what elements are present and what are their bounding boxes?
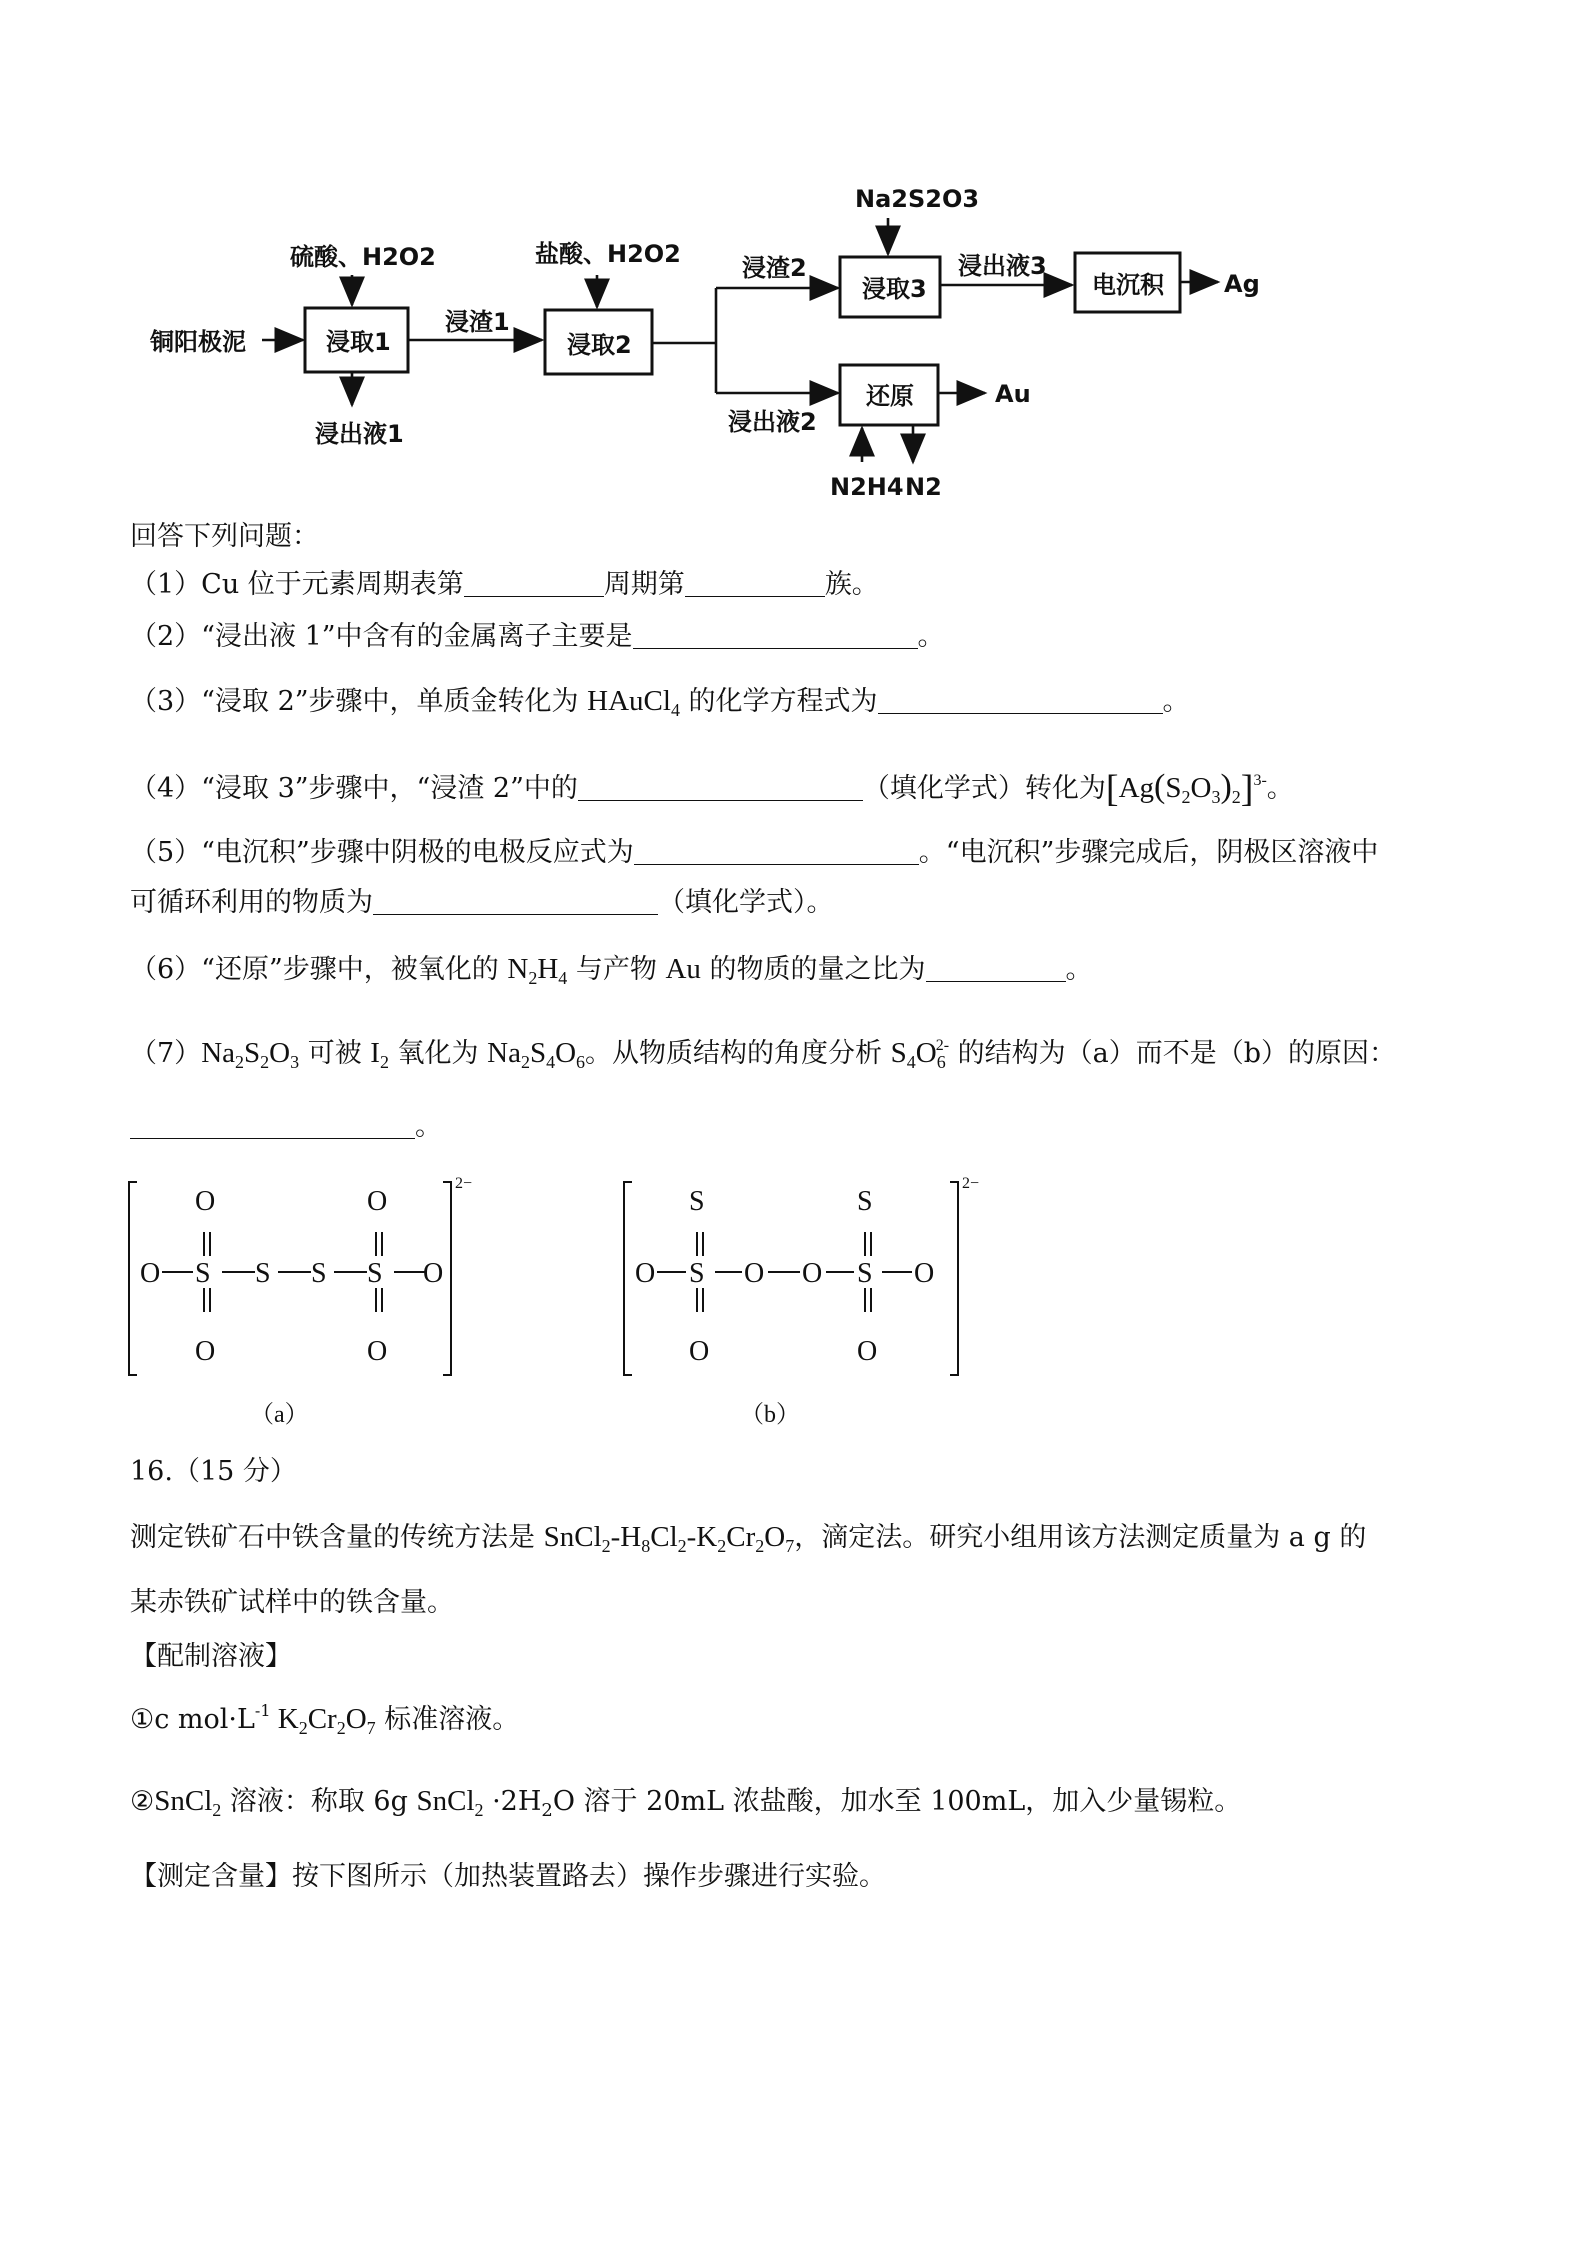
atom-s: S — [195, 1258, 211, 1289]
answer-blank[interactable] — [578, 774, 863, 801]
flow-leachate2: 浸出液2 — [728, 408, 817, 436]
answer-blank[interactable] — [130, 1112, 415, 1139]
flow-residue1: 浸渣1 — [445, 308, 510, 336]
atom-s: S — [367, 1258, 383, 1289]
atom-o: O — [423, 1258, 444, 1289]
flow-reductant: N2H4 — [830, 473, 904, 501]
questions-intro: 回答下列问题： — [130, 521, 319, 552]
answer-blank[interactable] — [926, 955, 1066, 982]
flow-product-au: Au — [995, 380, 1031, 408]
atom-o: O — [857, 1336, 878, 1367]
method-formula: $SnCl_2-H_8Cl_2-K_2Cr_2O_7$ — [543, 1521, 795, 1556]
answer-blank[interactable] — [878, 687, 1163, 714]
flow-leach1-out: 浸出液1 — [315, 420, 404, 448]
question-3: （3）“浸取 2”步骤中，单质金转化为 HAuCl$_4$ 的化学方程式为 。 — [130, 685, 1190, 720]
answer-blank[interactable] — [464, 570, 604, 597]
question-2: （2）“浸出液 1”中含有的金属离子主要是 。 — [130, 621, 945, 652]
question-1: （1）Cu 位于元素周期表第 周期第 族。 — [130, 569, 879, 600]
process-flowchart — [0, 0, 1587, 520]
ion-charge: 2− — [455, 1175, 473, 1192]
question-7-cont: 。 — [130, 1110, 442, 1144]
flow-leachate3: 浸出液3 — [958, 252, 1047, 280]
flow-reduce-box: 还原 — [866, 382, 914, 410]
flow-leach3-reagent: Na2S2O3 — [855, 185, 980, 213]
silver-thiosulfate-complex: $[Ag(S_2O_3)_2]^{3-}$ — [1105, 768, 1267, 810]
atom-o: O — [744, 1258, 765, 1289]
flow-leach2-box: 浸取2 — [567, 331, 632, 359]
answer-blank[interactable] — [685, 570, 825, 597]
answer-blank[interactable] — [373, 888, 658, 915]
flow-start: 铜阳极泥 — [150, 328, 246, 356]
question-5-cont: 可循环利用的物质为 （填化学式）。 — [130, 887, 834, 918]
flow-residue2: 浸渣2 — [742, 254, 807, 282]
flow-electro-box: 电沉积 — [1092, 271, 1164, 299]
question-6: （6）“还原”步骤中，被氧化的 $N_2H_4$ 与产物 Au 的物质的量之比为 。 — [130, 953, 1093, 988]
atom-o: O — [689, 1336, 710, 1367]
flow-leach3-box: 浸取3 — [862, 275, 927, 303]
atom-o: O — [195, 1336, 216, 1367]
flow-leach1-reagent: 硫酸、H2O2 — [290, 243, 436, 271]
question-16-title: 16.（15 分） — [130, 1456, 297, 1487]
flow-leach2-reagent: 盐酸、H2O2 — [535, 240, 681, 268]
structure-b — [620, 1160, 1020, 1450]
structure-b-label: （b） — [740, 1402, 800, 1428]
atom-o: O — [367, 1336, 388, 1367]
flow-leach1-box: 浸取1 — [326, 328, 391, 356]
structure-a — [125, 1160, 515, 1450]
atom-o: O — [140, 1258, 161, 1289]
atom-s: S — [255, 1258, 271, 1289]
question-5: （5）“电沉积”步骤中阴极的电极反应式为 。“电沉积”步骤完成后，阴极区溶液中 — [130, 837, 1379, 868]
atom-s: S — [689, 1258, 705, 1289]
atom-o: O — [914, 1258, 935, 1289]
atom-o: O — [367, 1186, 388, 1217]
question-16-p2: 某赤铁矿试样中的铁含量。 — [130, 1587, 454, 1618]
flow-gas: N2 — [905, 473, 942, 501]
item-1: ①c $mol\cdot L^{-1}$ $K_2Cr_2O_7$ 标准溶液。 — [130, 1701, 520, 1738]
atom-s: S — [311, 1258, 327, 1289]
question-4: （4）“浸取 3”步骤中，“浸渣 2”中的 （填化学式）转化为$[Ag(S_2O_3)_2]^{3-}$。 — [130, 768, 1294, 810]
section-prepare-solution: 【配制溶液】 — [130, 1641, 292, 1672]
ion-charge: 2− — [962, 1175, 980, 1192]
question-16-p1: 测定铁矿石中铁含量的传统方法是 $SnCl_2-H_8Cl_2-K_2Cr_2O_7$，滴定法。研究小组用该方法测定质量为 a g 的 — [130, 1521, 1367, 1556]
structure-a-label: （a） — [250, 1402, 309, 1428]
atom-s: S — [689, 1186, 705, 1217]
answer-blank[interactable] — [634, 838, 919, 865]
section-measure-content: 【测定含量】按下图所示（加热装置路去）操作步骤进行实验。 — [130, 1861, 886, 1892]
question-7: $(7)Na_2S_2O_3$ 可被 $I_2$ 氧化为 $Na_2S_4O_6$。从物质结构的角度分析 $S_4O_6^{2-}$ 的结构为（a）而不是（b）的原因： — [130, 1037, 1397, 1072]
flow-product-ag: Ag — [1224, 270, 1260, 298]
atom-o: O — [802, 1258, 823, 1289]
item-2: ②SnCl$_2$ 溶液：称取 6g SnCl$_2$ $\cdot 2H_2O$ 溶于 20mL 浓盐酸，加水至 100mL，加入少量锡粒。 — [130, 1785, 1242, 1821]
answer-blank[interactable] — [633, 622, 918, 649]
atom-o: O — [195, 1186, 216, 1217]
atom-o: O — [635, 1258, 656, 1289]
atom-s: S — [857, 1258, 873, 1289]
atom-s: S — [857, 1186, 873, 1217]
